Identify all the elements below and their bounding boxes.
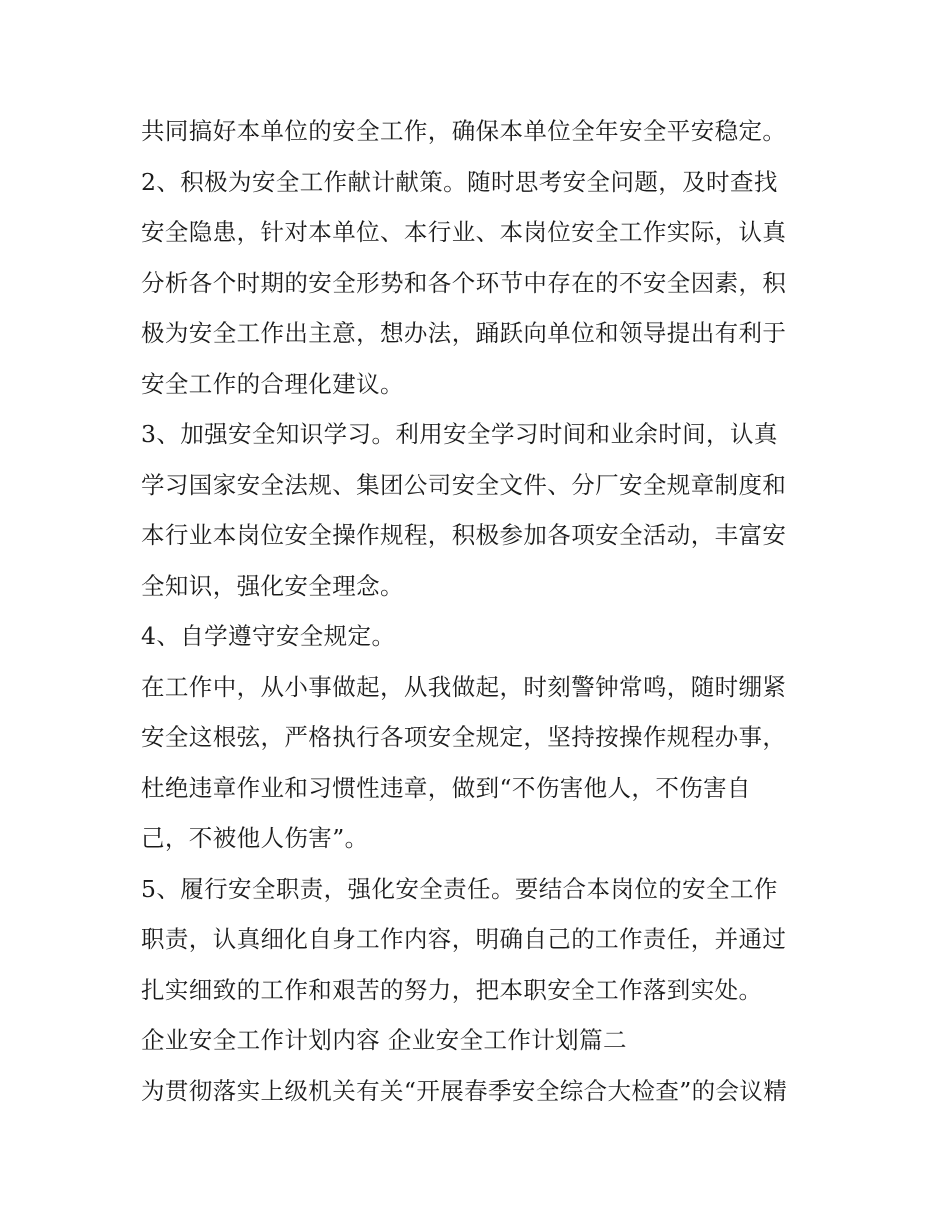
- text-line: 分析各个时期的安全形势和各个环节中存在的不安全因素，积: [141, 268, 787, 297]
- text-line: 全知识，强化安全理念。: [141, 571, 404, 600]
- text-line: 为贯彻落实上级机关有关“开展春季安全综合大检查”的会议精: [141, 1076, 788, 1105]
- text-line: 安全这根弦，严格执行各项安全规定，坚持按操作规程办事，: [141, 723, 787, 751]
- text-line: 己，不被他人伤害”。: [141, 824, 369, 852]
- text-line: 杜绝违章作业和习惯性违章，做到“不伤害他人，不伤害自: [141, 773, 751, 802]
- document-body: [141, 106, 821, 1116]
- text-line: 安全工作的合理化建议。: [141, 369, 404, 398]
- text-line: 共同搞好本单位的安全工作，确保本单位全年安全平安稳定。: [141, 117, 787, 145]
- text-line: 职责，认真细化自身工作内容，明确自己的工作责任，并通过: [141, 925, 787, 953]
- text-line: 3、加强安全知识学习。利用安全学习时间和业余时间，认真: [141, 420, 778, 448]
- text-line: 4、自学遵守安全规定。: [141, 622, 396, 650]
- section-heading: 企业安全工作计划内容 企业安全工作计划篇二: [141, 1026, 627, 1054]
- text-line: 极为安全工作出主意，想办法，踊跃向单位和领导提出有利于: [141, 319, 787, 347]
- text-line: 在工作中，从小事做起，从我做起，时刻警钟常鸣，随时绷紧: [141, 672, 787, 701]
- text-line: 学习国家安全法规、集团公司安全文件、分厂安全规章制度和: [141, 470, 787, 499]
- text-line: 安全隐患，针对本单位、本行业、本岗位安全工作实际，认真: [141, 218, 787, 246]
- text-line: 2、积极为安全工作献计献策。随时思考安全问题，及时查找: [141, 167, 778, 196]
- text-line: 本行业本岗位安全操作规程，积极参加各项安全活动，丰富安: [141, 521, 787, 549]
- text-line: 5、履行安全职责，强化安全责任。要结合本岗位的安全工作: [141, 874, 778, 903]
- text-line: 扎实细致的工作和艰苦的努力，把本职安全工作落到实处。: [141, 975, 763, 1004]
